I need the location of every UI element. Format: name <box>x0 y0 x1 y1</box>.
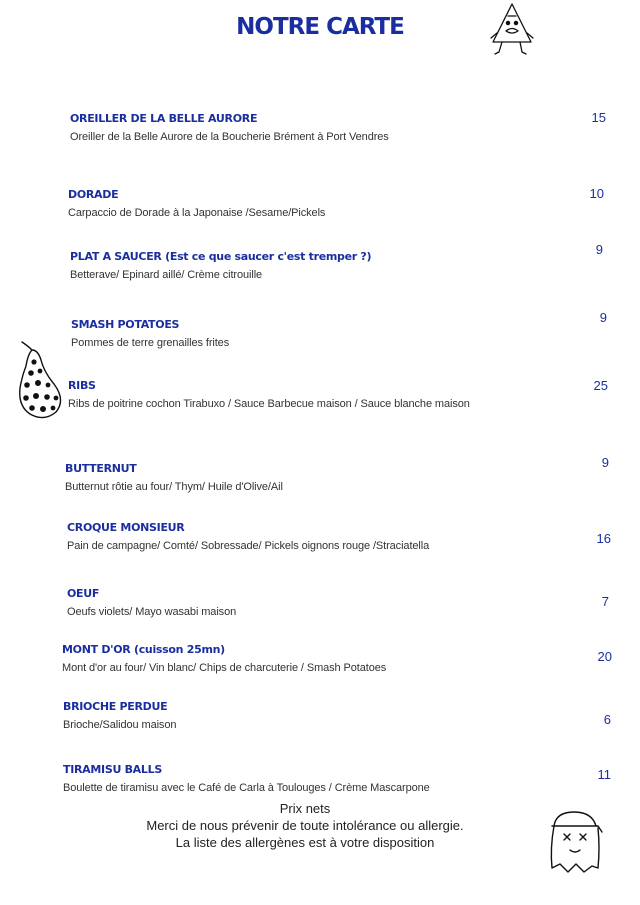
menu-item-name: MONT D'OR (cuisson 25mn) <box>62 643 225 656</box>
menu-item-description: Brioche/Salidou maison <box>63 719 177 731</box>
menu-item-price: 11 <box>597 767 611 782</box>
menu-item-name: PLAT A SAUCER (Est ce que saucer c'est tremper ?) <box>70 250 372 263</box>
menu-item <box>68 188 488 221</box>
menu-item-price: 20 <box>597 649 612 664</box>
menu-item-description: Ribs de poitrine cochon Tirabuxo / Sauce Barbecue maison / Sauce blanche maison <box>68 398 470 410</box>
menu-item <box>71 318 491 351</box>
menu-item-price: 10 <box>589 186 604 201</box>
menu-item-description: Mont d'or au four/ Vin blanc/ Chips de charcuterie / Smash Potatoes <box>62 662 387 674</box>
menu-item-name: SMASH POTATOES <box>71 318 180 331</box>
triangle-character-icon <box>488 2 536 58</box>
menu-item-name: OREILLER DE LA BELLE AURORE <box>70 112 258 125</box>
menu-item-price: 9 <box>599 310 607 325</box>
menu-item-name: BUTTERNUT <box>65 462 137 475</box>
menu-item-name: DORADE <box>68 188 119 201</box>
menu-item-price: 16 <box>596 531 611 546</box>
menu-item-description: Betterave/ Epinard aillé/ Crème citrouille <box>70 269 263 281</box>
menu-item-name: CROQUE MONSIEUR <box>67 521 185 534</box>
menu-item-description: Pain de campagne/ Comté/ Sobressade/ Pickels oignons rouge /Straciatella <box>67 540 430 552</box>
footer-allergen-list: La liste des allergènes est à votre disposition <box>175 835 435 850</box>
menu-item-price: 9 <box>601 455 609 470</box>
menu-item <box>65 462 485 495</box>
menu-title: NOTRE CARTE <box>236 14 404 40</box>
menu-item-name: RIBS <box>68 379 96 392</box>
menu-item-price: 25 <box>593 378 608 393</box>
menu-item <box>62 643 502 676</box>
menu-item <box>67 521 507 554</box>
menu-item-description: Pommes de terre grenailles frites <box>71 337 230 349</box>
menu-item-price: 9 <box>595 242 603 257</box>
menu-item-description: Carpaccio de Dorade à la Japonaise /Sesame/Pickels <box>68 207 326 219</box>
menu-item-description: Butternut rôtie au four/ Thym/ Huile d'Olive/Ail <box>65 481 283 493</box>
menu-item <box>63 763 523 796</box>
menu-item-description: Oeufs violets/ Mayo wasabi maison <box>67 606 237 618</box>
menu-item-name: BRIOCHE PERDUE <box>63 700 168 713</box>
menu-item-name: OEUF <box>67 587 100 600</box>
menu-item-description: Oreiller de la Belle Aurore de la Boucherie Brément à Port Vendres <box>70 131 389 143</box>
menu-item-price: 6 <box>603 712 611 727</box>
footer-notes <box>80 800 530 851</box>
footer-net-prices: Prix nets <box>279 801 331 816</box>
menu-item-description: Boulette de tiramisu avec le Café de Carla à Toulouges / Crème Mascarpone <box>63 782 430 794</box>
ghost-cap-icon <box>546 808 604 878</box>
footer-allergy-notice: Merci de nous prévenir de toute intolérance ou allergie. <box>146 818 464 833</box>
menu-item <box>70 112 490 145</box>
pear-icon <box>14 340 70 420</box>
menu-item-price: 15 <box>591 110 606 125</box>
menu-item <box>70 250 490 283</box>
menu-item <box>67 587 487 620</box>
menu-item <box>68 379 508 412</box>
menu-item-name: TIRAMISU BALLS <box>63 763 162 776</box>
menu-item <box>63 700 483 733</box>
menu-item-price: 7 <box>601 594 609 609</box>
